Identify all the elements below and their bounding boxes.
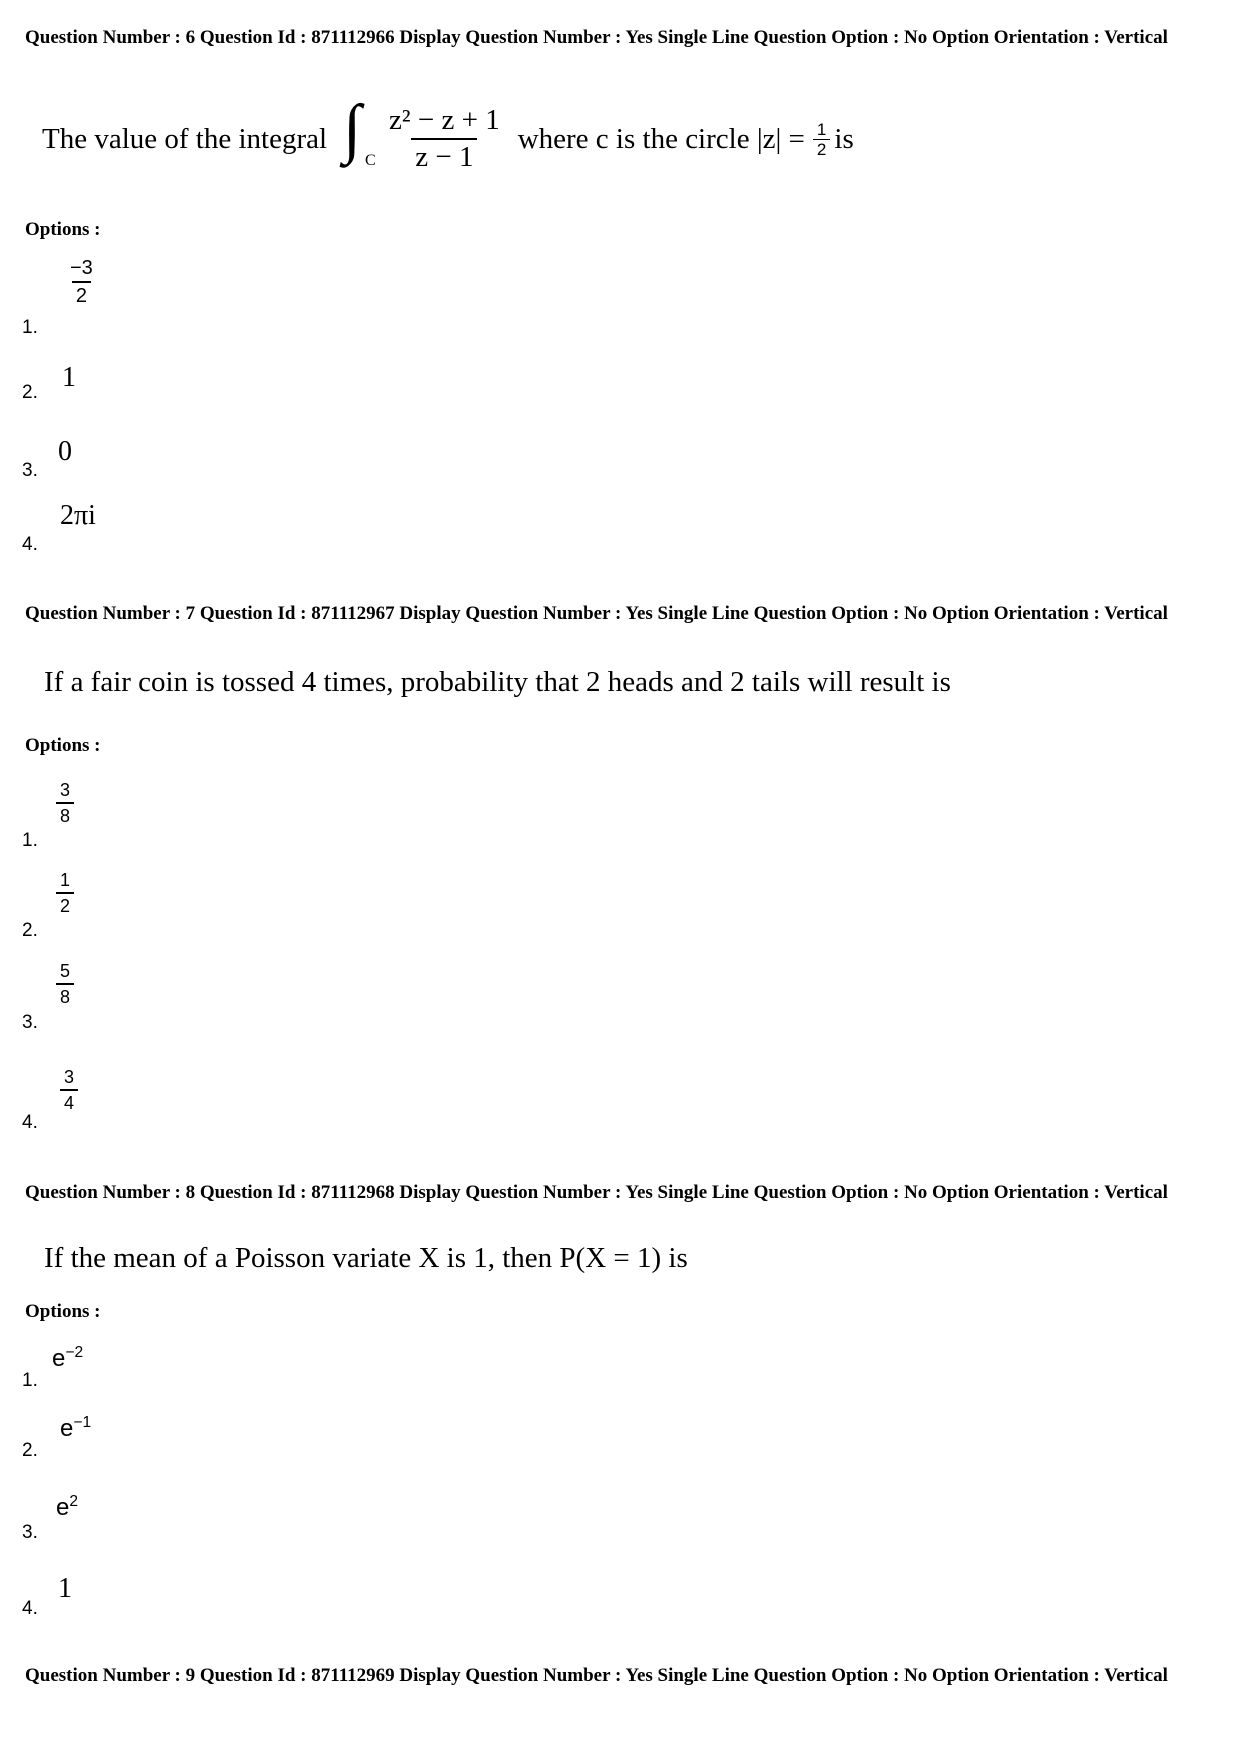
q6-option-4-number: 4. bbox=[22, 534, 38, 555]
question-6-suffix: is bbox=[834, 122, 854, 155]
q6-option-4-value: 2πi bbox=[60, 500, 96, 531]
q7-option-2-value: $\frac{1}{2}$ bbox=[56, 871, 74, 915]
question-7-meta: Question Number : 7 Question Id : 871112967 Display Question Number : Yes Single Line Question Option : No Option Orientation : Vertical bbox=[25, 603, 1168, 624]
question-6-options-label: Options : bbox=[25, 219, 101, 240]
q6-option-1-number: 1. bbox=[22, 317, 38, 338]
q7-option-1-number: 1. bbox=[22, 830, 38, 851]
q7-option-1-value: $\frac{3}{8}$ bbox=[56, 781, 74, 825]
question-6-text bbox=[42, 92, 854, 174]
q8-option-2-value: $e^{-1}$ bbox=[60, 1414, 92, 1442]
question-8-options-label: Options : bbox=[25, 1301, 101, 1322]
integral-contour: C bbox=[365, 152, 376, 169]
integrand-fraction: $\frac{\text{z² − z + 1}}{z - 1}$ bbox=[389, 104, 500, 173]
question-6-meta: Question Number : 6 Question Id : 871112966 Display Question Number : Yes Single Line Question Option : No Option Orientation : Vertical bbox=[25, 27, 1168, 48]
q8-option-3-number: 3. bbox=[22, 1522, 38, 1543]
question-6-prefix: The value of the integral bbox=[42, 122, 328, 155]
q8-option-1-value: $e^{-2}$ bbox=[52, 1344, 84, 1372]
q8-option-2-number: 2. bbox=[22, 1440, 38, 1461]
q7-option-2-number: 2. bbox=[22, 920, 38, 941]
integral-symbol: ∫ C bbox=[343, 92, 376, 169]
question-7-options-label: Options : bbox=[25, 735, 101, 756]
question-7-text: If a fair coin is tossed 4 times, probability that 2 heads and 2 tails will result is bbox=[44, 666, 951, 698]
q8-option-4-value: 1 bbox=[58, 1573, 72, 1604]
question-9-meta: Question Number : 9 Question Id : 871112969 Display Question Number : Yes Single Line Question Option : No Option Orientation : Vertical bbox=[25, 1665, 1168, 1686]
q6-option-3-number: 3. bbox=[22, 460, 38, 481]
question-6-middle: where c is the circle |z| = bbox=[517, 122, 805, 155]
q6-option-2-number: 2. bbox=[22, 382, 38, 403]
q8-option-4-number: 4. bbox=[22, 1598, 38, 1619]
half-fraction: $\frac{1}{2}$ bbox=[813, 121, 830, 158]
q6-option-2-value: 1 bbox=[62, 362, 76, 393]
q7-option-3-number: 3. bbox=[22, 1012, 38, 1033]
q7-option-3-value: $\frac{5}{8}$ bbox=[56, 962, 74, 1006]
q6-option-3-value: 0 bbox=[58, 436, 72, 467]
q6-option-1-value: $\frac{-3}{2}$ bbox=[70, 257, 93, 307]
question-8-text: If the mean of a Poisson variate X is 1, then P(X = 1) is bbox=[44, 1242, 688, 1274]
q7-option-4-value: $\frac{3}{4}$ bbox=[60, 1068, 78, 1112]
question-8-meta: Question Number : 8 Question Id : 871112968 Display Question Number : Yes Single Line Question Option : No Option Orientation : Vertical bbox=[25, 1182, 1168, 1203]
q7-option-4-number: 4. bbox=[22, 1112, 38, 1133]
q8-option-3-value: $e^2$ bbox=[56, 1493, 79, 1521]
q8-option-1-number: 1. bbox=[22, 1370, 38, 1391]
